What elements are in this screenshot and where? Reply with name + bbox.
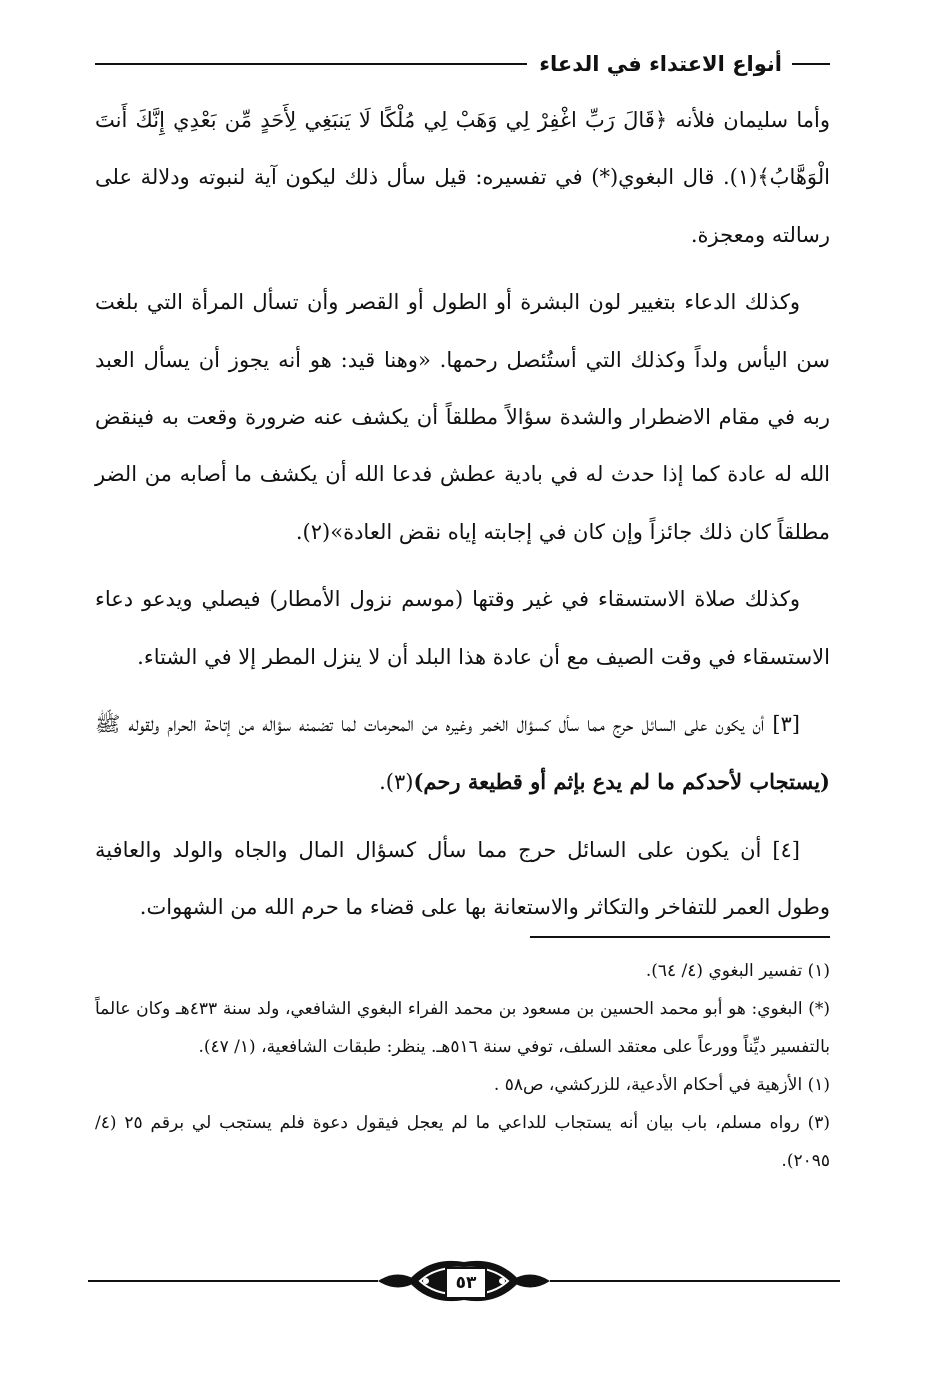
header-dash bbox=[792, 63, 830, 65]
footnote-1: (١) تفسير البغوي (٤/ ٦٤). bbox=[645, 961, 830, 981]
header-title: أنواع الاعتداء في الدعاء bbox=[539, 52, 782, 76]
footnote-2: (١) الأزهية في أحكام الأدعية، للزركشي، ص٥٨ . bbox=[493, 1075, 830, 1095]
header-rule bbox=[95, 63, 527, 65]
paragraph-4-text: [٣] أن يكون على السائل حرج مما سأل كسؤال الخمر وغيره من المحرمات لما تضمنه سؤاله من إتاحة الحرام ولقوله ﷺ bbox=[95, 712, 800, 737]
footnote-ref: (٣). bbox=[379, 770, 414, 795]
footnote-separator bbox=[530, 936, 830, 938]
hadith-quote: (يستجاب لأحدكم ما لم يدع بإثم أو قطيعة رحم) bbox=[413, 769, 830, 795]
page-number: ٥٣ bbox=[445, 1267, 487, 1299]
paragraph-4 bbox=[95, 696, 830, 812]
footer-rule-left bbox=[88, 1280, 378, 1282]
main-text bbox=[95, 92, 830, 947]
footnote-star: (*) البغوي: هو أبو محمد الحسين بن مسعود بن محمد الفراء البغوي الشافعي، ولد سنة ٤٣٣هـ وكان عالماً بالتفسير ديِّناً وورعاً على معتقد السلف، توفي سنة ٥١٦هـ. ينظر: طبقات الشافعية، (١/ ٤٧). bbox=[95, 999, 830, 1057]
paragraph-1: وأما سليمان فلأنه ﴿قَالَ رَبِّ اغْفِرْ لِي وَهَبْ لِي مُلْكًا لَا يَنبَغِي لِأَحَدٍ مِّن بَعْدِي إِنَّكَ أَنتَ الْوَهَّابُ﴾(١). قال البغوي(*) في تفسيره: قيل سأل ذلك ليكون آية لنبوته ودلالة على رسالته ومعجزة. bbox=[95, 108, 830, 247]
running-header bbox=[95, 44, 830, 84]
paragraph-2: وكذلك الدعاء بتغيير لون البشرة أو الطول أو القصر وأن تسأل المرأة التي بلغت سن اليأس ولداً وكذلك التي أستُئصل رحمها. «وهنا قيد: هو أنه يجوز أن يسأل العبد ربه في مقام الاضطرار والشدة سؤالاً مطلقاً أن يكشف عنه ضرورة وقعت به فينقض الله له عادة كما إذا حدث له في بادية عطش فدعا الله أن يكشف ما أصابه من الضر مطلقاً كان ذلك جائزاً وإن كان في إجابته إياه نقض العادة»(٢). bbox=[95, 290, 830, 544]
footer-rule-right bbox=[550, 1280, 840, 1282]
footnote-3: (٣) رواه مسلم، باب بيان أنه يستجاب للداعي ما لم يعجل فيقول دعوة فلم يستجب لي برقم ٢٥ (٤/ ٢٠٩٥). bbox=[95, 1113, 830, 1171]
page-footer bbox=[88, 1258, 840, 1308]
paragraph-5: [٤] أن يكون على السائل حرج مما سأل كسؤال المال والجاه والولد والعافية وطول العمر للتفاخر والتكاثر والاستعانة بها على قضاء ما حرم الله من الشهوات. bbox=[95, 837, 830, 920]
paragraph-3: وكذلك صلاة الاستسقاء في غير وقتها (موسم نزول الأمطار) فيصلي ويدعو دعاء الاستسقاء في وقت الصيف مع أن عادة هذا البلد أن لا ينزل المطر إلا في الشتاء. bbox=[95, 587, 830, 669]
footnotes bbox=[95, 952, 830, 1180]
